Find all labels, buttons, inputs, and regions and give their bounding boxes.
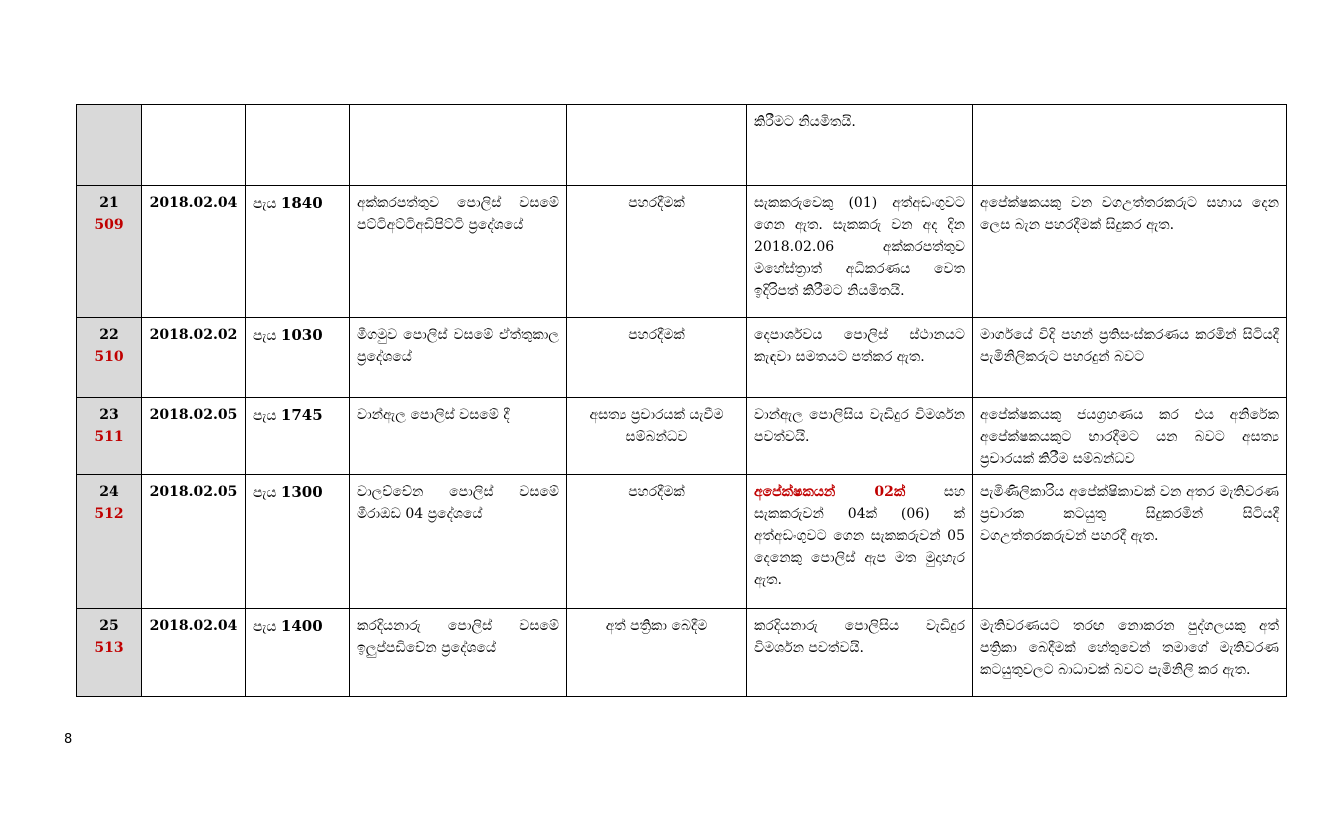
place-cell: කරදියනාරු පොලිස් වසමේ ඉලුප්පඩිචේන ප්‍රදේශයේ (350, 609, 567, 697)
page-number: 8 (64, 732, 73, 747)
place-cell: වාලච්චේන පොලිස් වසමේ මීරාඔඩ 04 ප්‍රදේශයේ (350, 475, 567, 609)
complaint-cell: මැතිවරණයට තරඟ නොකරන පුද්ගලයකු අත් පත්‍රිකා බෙදීමක් හේතුවෙන් තමාගේ මැතිවරණ කටයුතුවලට බාධාවක් බවට පැමිනිලි කර ඇත. (973, 609, 1287, 697)
date-cell: 2018.02.05 (142, 475, 246, 609)
action-taken-cell (747, 105, 973, 186)
incident-table (76, 104, 1287, 697)
row-reference: 509 (94, 217, 124, 233)
date-cell: 2018.02.02 (142, 318, 246, 398)
action-text: සහ සැකකරුවන් 04ක් (06) ක් අත්අඩංගුවට ගෙන සැකකරුවන් 05 දෙනෙකු පොලිස් ඇප මත මුදාහැර ඇත. (754, 484, 965, 588)
place-cell: අක්කරපත්තුව පොලිස් වසමේ පට්ටිඅට්ටිඅඩිපිට්ටි ප්‍රදේශයේ (350, 186, 567, 318)
row-reference: 510 (94, 349, 124, 365)
row-number-cell (77, 475, 142, 609)
complaint-cell: පැමිණිලිකාරිය අපේක්ෂිකාවක් වන අතර මැතිවරණ ප්‍රචාරක කටයුතු සිදුකරමින් සිටියදී වගඋත්තරකරුවන් පහරදී ඇත. (973, 475, 1287, 609)
time-cell (246, 475, 350, 609)
time-cell (246, 398, 350, 475)
action-text: වාන්ඇල පොලිසිය වැඩිදුර විමර්ශන පවත්වයි. (754, 407, 965, 445)
action-taken-cell (747, 398, 973, 475)
row-reference: 513 (94, 640, 124, 656)
row-number-cell (77, 609, 142, 697)
date-cell: 2018.02.04 (142, 609, 246, 697)
complaint-cell (973, 105, 1287, 186)
row-number: 21 (99, 195, 119, 211)
row-reference: 511 (94, 429, 124, 445)
incident-type-cell: පහරදීමක් (567, 318, 747, 398)
incident-type-cell (567, 105, 747, 186)
action-taken-cell (747, 186, 973, 318)
time-prefix: පැය (253, 328, 277, 344)
complaint-cell: මාර්ගයේ විදි පහන් ප්‍රතිසංස්කරණය කරමින් සිටියදී පැමිනිලිකරුට පහරදුන් බවට (973, 318, 1287, 398)
table-row (77, 609, 1287, 697)
date-cell: 2018.02.04 (142, 186, 246, 318)
action-text: සැකකරුවෙකු (01) අත්අඩංගුවට ගෙන ඇත. සැකකරු වන අද දින 2018.02.06 අක්කරපත්තුව මහේස්ත්‍රාත් අධිකරණය වෙත ඉදිරිපත් කිරීමට නියමිතයි. (754, 195, 965, 299)
action-taken-cell (747, 609, 973, 697)
row-number-cell (77, 105, 142, 186)
row-number: 22 (99, 327, 119, 343)
time-value: 1300 (280, 483, 323, 501)
table-row (77, 186, 1287, 318)
action-taken-cell (747, 318, 973, 398)
time-cell (246, 318, 350, 398)
place-cell: වාන්ඇල පොලිස් වසමේ දී (350, 398, 567, 475)
complaint-cell: අපේක්ෂකයකු ජයග්‍රහණය කර එය අනිරේක අපේක්ෂකයකුට භාරදීමට යන බවට අසත්‍ය ප්‍රචාරයක් කිරීම සම්බන්ධව (973, 398, 1287, 475)
row-number-cell (77, 398, 142, 475)
table-row (77, 475, 1287, 609)
table-body (77, 105, 1287, 697)
row-number: 23 (99, 407, 119, 423)
row-number-cell (77, 186, 142, 318)
incident-type-cell: අසත්‍ය ප්‍රචාරයක් යැවීම සම්බන්ධව (567, 398, 747, 475)
incident-type-cell: පහරදීමක් (567, 475, 747, 609)
table-row (77, 318, 1287, 398)
time-value: 1745 (280, 406, 323, 424)
place-cell (350, 105, 567, 186)
action-text: අපේක්ෂකයන් 02ක් (754, 484, 906, 500)
date-cell (142, 105, 246, 186)
row-number: 25 (99, 618, 119, 634)
time-cell (246, 186, 350, 318)
action-taken-cell (747, 475, 973, 609)
place-cell: මීගමුව පොලිස් වසමේ ඒත්තුකාල ප්‍රදේශයේ (350, 318, 567, 398)
date-cell: 2018.02.05 (142, 398, 246, 475)
row-reference: 512 (94, 506, 124, 522)
time-value: 1400 (280, 617, 323, 635)
table-row (77, 398, 1287, 475)
time-prefix: පැය (253, 485, 277, 501)
complaint-cell: අපේක්ෂකයකු වන වගඋත්තරකරුට සහාය දෙන ලෙස බැන පහරදීමක් සිදුකර ඇත. (973, 186, 1287, 318)
incident-type-cell: පහරදීමක් (567, 186, 747, 318)
time-value: 1840 (280, 194, 323, 212)
action-text: කරදියනාරු පොලිසිය වැඩිදුර විමර්ශන පවත්වයි. (754, 618, 965, 656)
action-text: දෙපාර්ශවය පොලිස් ස්ථානයට කැඳවා සමතයට පත්කර ඇත. (754, 327, 965, 365)
time-value: 1030 (280, 326, 323, 344)
time-cell (246, 105, 350, 186)
time-prefix: පැය (253, 196, 277, 212)
row-number-cell (77, 318, 142, 398)
table-row (77, 105, 1287, 186)
time-prefix: පැය (253, 619, 277, 635)
action-text: කිරීමට නියමිතයි. (754, 114, 856, 130)
time-cell (246, 609, 350, 697)
time-prefix: පැය (253, 408, 277, 424)
incident-type-cell: අත් පත්‍රිකා බෙදීම (567, 609, 747, 697)
row-number: 24 (99, 484, 119, 500)
